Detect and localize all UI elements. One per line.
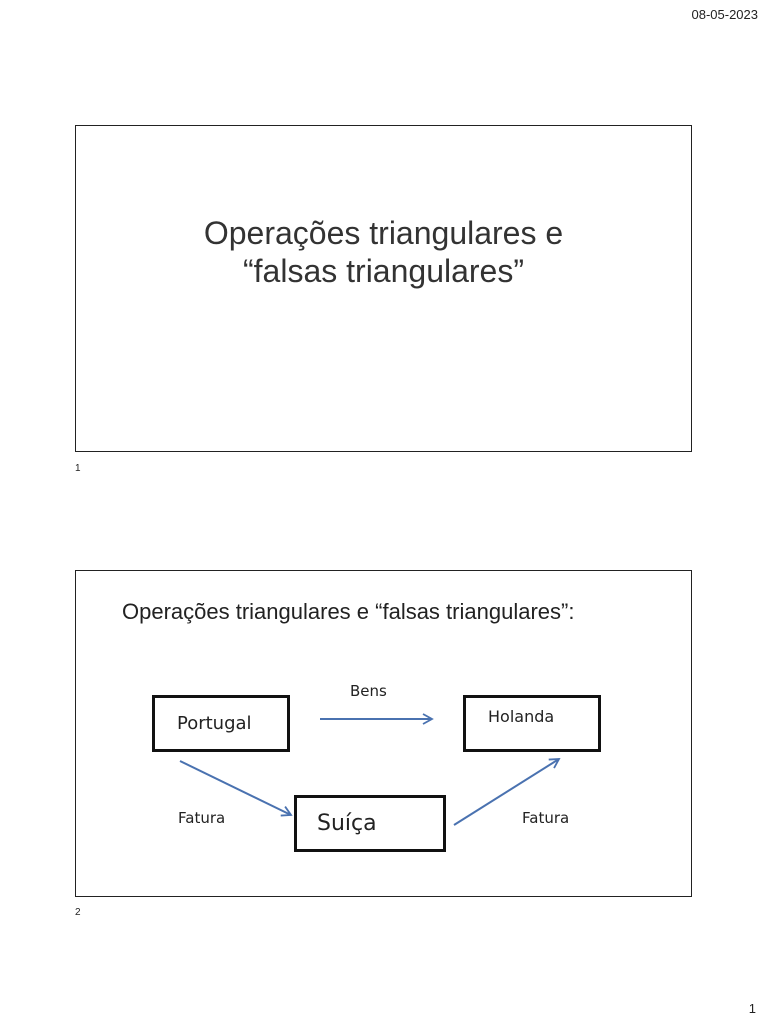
- invoice-arrow-left: [180, 761, 291, 815]
- invoice-label-right: Fatura: [522, 809, 570, 827]
- slide-1-title-line-1: Operações triangulares e: [203, 215, 564, 251]
- node-portugal: [152, 695, 290, 752]
- node-suica: [294, 795, 446, 852]
- node-suica-label: Suíça: [317, 811, 377, 836]
- document-date: 08-05-2023: [691, 7, 758, 22]
- slide-1: [75, 125, 692, 452]
- page-number: 1: [748, 1001, 756, 1016]
- slide-2: [75, 570, 692, 897]
- node-portugal-label: Portugal: [177, 713, 252, 734]
- invoice-label-left: Fatura: [178, 809, 226, 827]
- node-holanda: [463, 695, 601, 752]
- node-holanda-label: Holanda: [488, 707, 555, 726]
- slide-2-number: 2: [75, 907, 81, 918]
- goods-label: Bens: [350, 682, 387, 700]
- slide-1-title-line-2: “falsas triangulares”: [243, 253, 524, 289]
- slide-1-number: 1: [75, 463, 81, 474]
- slide-1-title: [76, 214, 691, 290]
- slide-2-title: Operações triangulares e “falsas triangulares”:: [122, 599, 575, 624]
